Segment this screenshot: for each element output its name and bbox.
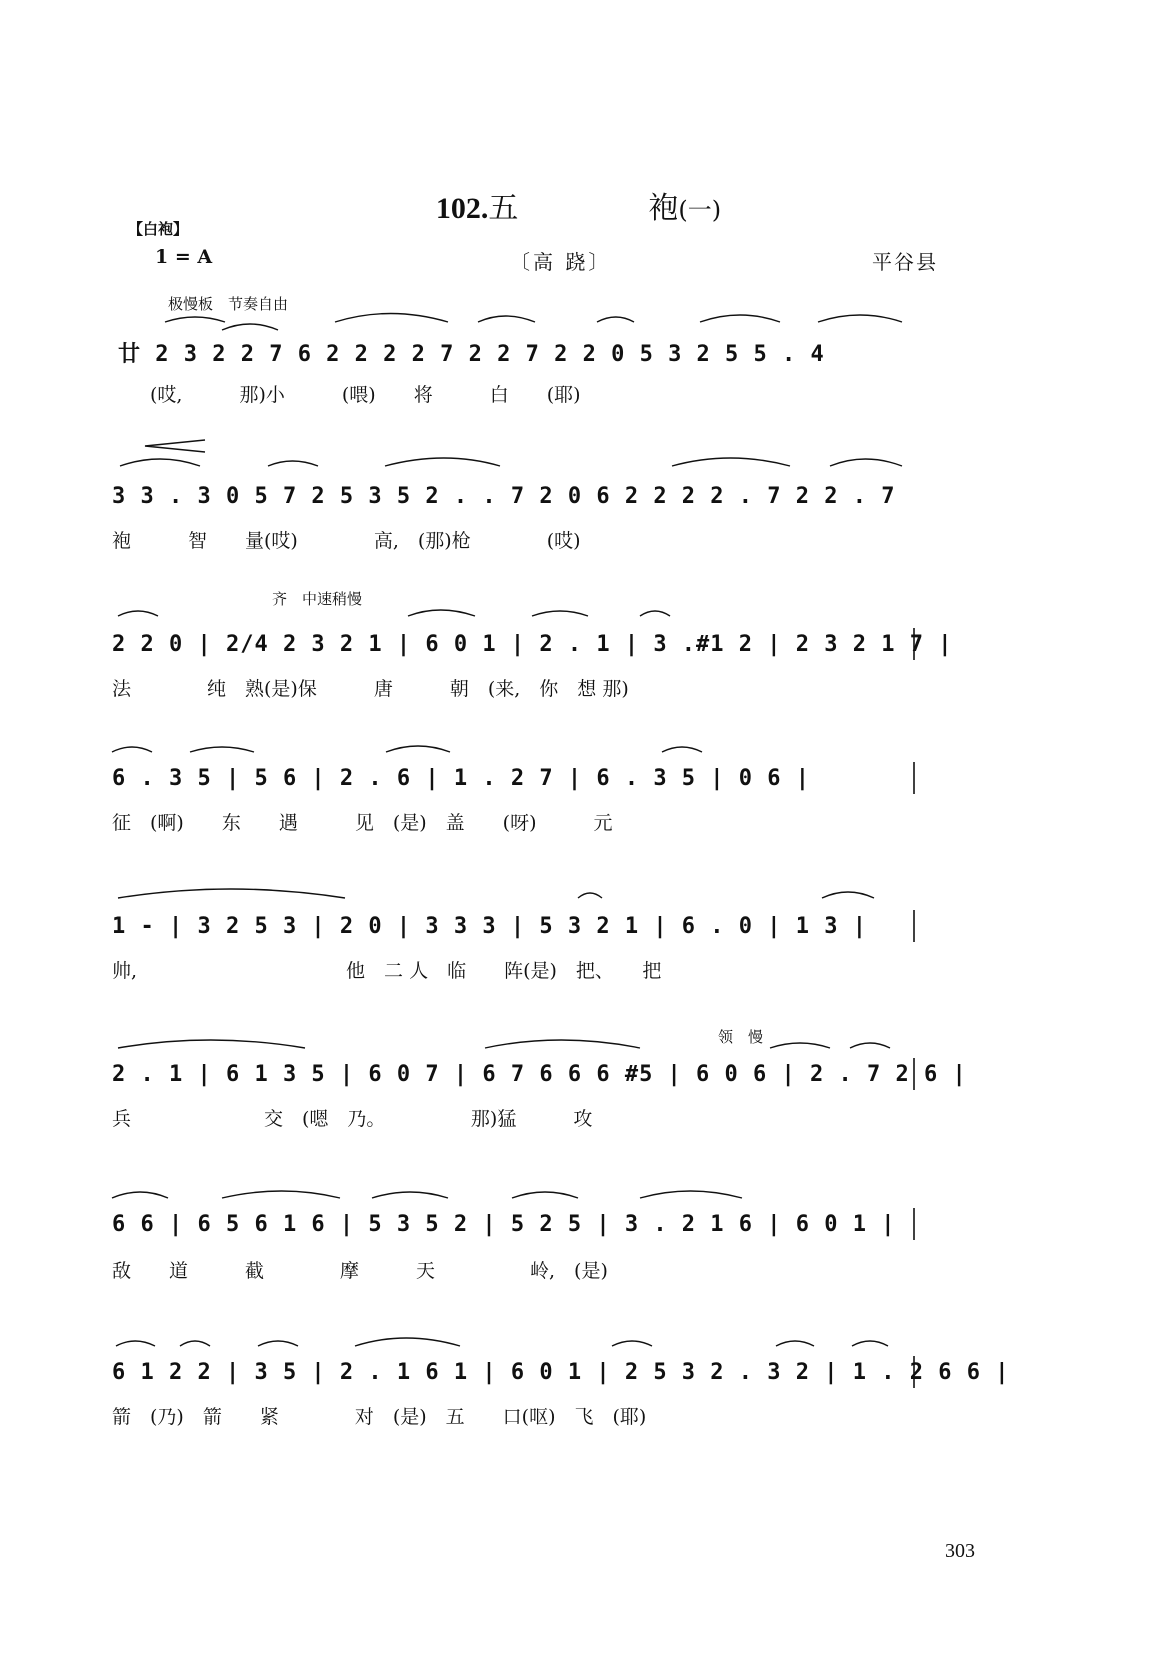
- slur-mark: [640, 611, 670, 616]
- key-signature: 1 = A: [155, 246, 213, 268]
- slur-mark: [700, 315, 780, 322]
- slur-mark: [118, 611, 158, 616]
- lyrics-line-7: 敌 道 截 摩 天 岭, (是): [112, 1260, 608, 1282]
- notation-line-8: 6 1 2 2 | 3 5 | 2 . 1 6 1 | 6 0 1 | 2 5 3 2 . 3 2 | 1 . 2 6 6 |: [112, 1360, 1010, 1385]
- slur-mark: [112, 1192, 168, 1198]
- title-part2: 袍: [648, 191, 679, 226]
- lyrics-line-2: 袍 智 量(哎) 高, (那)枪 (哎): [112, 530, 581, 552]
- slur-mark: [485, 1040, 640, 1048]
- slur-mark: [852, 1341, 888, 1346]
- slur-mark: [335, 314, 448, 323]
- slur-mark: [385, 458, 500, 466]
- slur-mark: [355, 1338, 460, 1346]
- notation-line-1: 廿 2 3 2 2 7 6 2 2 2 2 7 2 2 7 2 2 0 5 3 2 5 5 . 4: [118, 342, 825, 367]
- genre-label: 〔高 跷〕: [510, 250, 612, 274]
- slur-mark: [478, 316, 535, 322]
- tempo-mark-3: 领 慢: [718, 1028, 764, 1046]
- slur-mark: [112, 747, 152, 752]
- title-number: 102.: [435, 192, 489, 225]
- slur-mark: [532, 611, 588, 616]
- slur-mark: [830, 459, 902, 466]
- lyrics-line-6: 兵 交 (嗯 乃。 那)猛 攻: [112, 1108, 593, 1130]
- notation-line-3: 2 2 0 | 2/4 2 3 2 1 | 6 0 1 | 2 . 1 | 3 .#1 2 | 2 3 2 1 7 |: [112, 632, 953, 657]
- slur-mark: [776, 1341, 814, 1346]
- slur-mark: [268, 461, 318, 466]
- slur-mark: [822, 892, 874, 898]
- slur-mark: [120, 459, 200, 466]
- slur-mark: [180, 1341, 210, 1346]
- notation-line-2: 3 3 . 3 0 5 7 2 5 3 5 2 . . 7 2 0 6 2 2 2 2 . 7 2 2 . 7: [112, 484, 896, 509]
- slur-mark: [118, 889, 345, 898]
- notation-line-7: 6 6 | 6 5 6 1 6 | 5 3 5 2 | 5 2 5 | 3 . 2 1 6 | 6 0 1 |: [112, 1212, 896, 1237]
- lyrics-line-4: 征 (啊) 东 遇 见 (是) 盖 (呀) 元: [112, 812, 613, 834]
- slur-mark: [386, 746, 450, 752]
- slur-mark: [190, 747, 254, 752]
- slur-mark: [165, 317, 225, 322]
- slur-mark: [850, 1043, 890, 1048]
- slur-mark: [408, 610, 475, 616]
- slur-mark: [118, 1040, 305, 1048]
- slur-mark: [372, 1192, 448, 1198]
- slur-mark: [597, 317, 634, 322]
- tempo-mark-1: 极慢板 节奏自由: [168, 295, 289, 313]
- slur-mark: [818, 315, 902, 322]
- slur-mark: [578, 893, 602, 898]
- slur-mark: [116, 1341, 155, 1346]
- slur-mark: [612, 1341, 652, 1346]
- slur-mark: [672, 458, 790, 466]
- slur-mark: [258, 1341, 298, 1346]
- tempo-mark-2: 齐 中速稍慢: [272, 590, 363, 608]
- origin-county: 平谷县: [872, 250, 938, 274]
- notation-line-6: 2 . 1 | 6 1 3 5 | 6 0 7 | 6 7 6 6 6 #5 | 6 0 6 | 2 . 7 2 6 |: [112, 1062, 967, 1087]
- notation-line-4: 6 . 3 5 | 5 6 | 2 . 6 | 1 . 2 7 | 6 . 3 5 | 0 6 |: [112, 766, 811, 791]
- crescendo-mark: [145, 440, 205, 452]
- slur-mark: [512, 1192, 578, 1198]
- lyrics-line-3: 法 纯 熟(是)保 唐 朝 (来, 你 想 那): [112, 678, 629, 700]
- slur-mark: [640, 1191, 742, 1198]
- tune-tag: 【白袍】: [128, 220, 189, 238]
- slur-mark: [222, 324, 278, 330]
- lyrics-line-8: 箭 (乃) 箭 紧 对 (是) 五 口(呕) 飞 (耶): [112, 1406, 647, 1428]
- lyrics-line-5: 帅, 他 二 人 临 阵(是) 把、 把: [112, 960, 662, 982]
- lyrics-line-1: (哎, 那)小 (喂) 将 白 (耶): [150, 384, 581, 406]
- slur-mark: [662, 747, 702, 752]
- notation-line-5: 1 - | 3 2 5 3 | 2 0 | 3 3 3 | 5 3 2 1 | 6 . 0 | 1 3 |: [112, 914, 867, 939]
- slur-mark: [222, 1191, 340, 1198]
- title-paren: (一): [678, 196, 722, 224]
- title-part1: 五: [488, 191, 519, 226]
- page-number: 303: [945, 1540, 975, 1562]
- slur-mark: [770, 1043, 830, 1048]
